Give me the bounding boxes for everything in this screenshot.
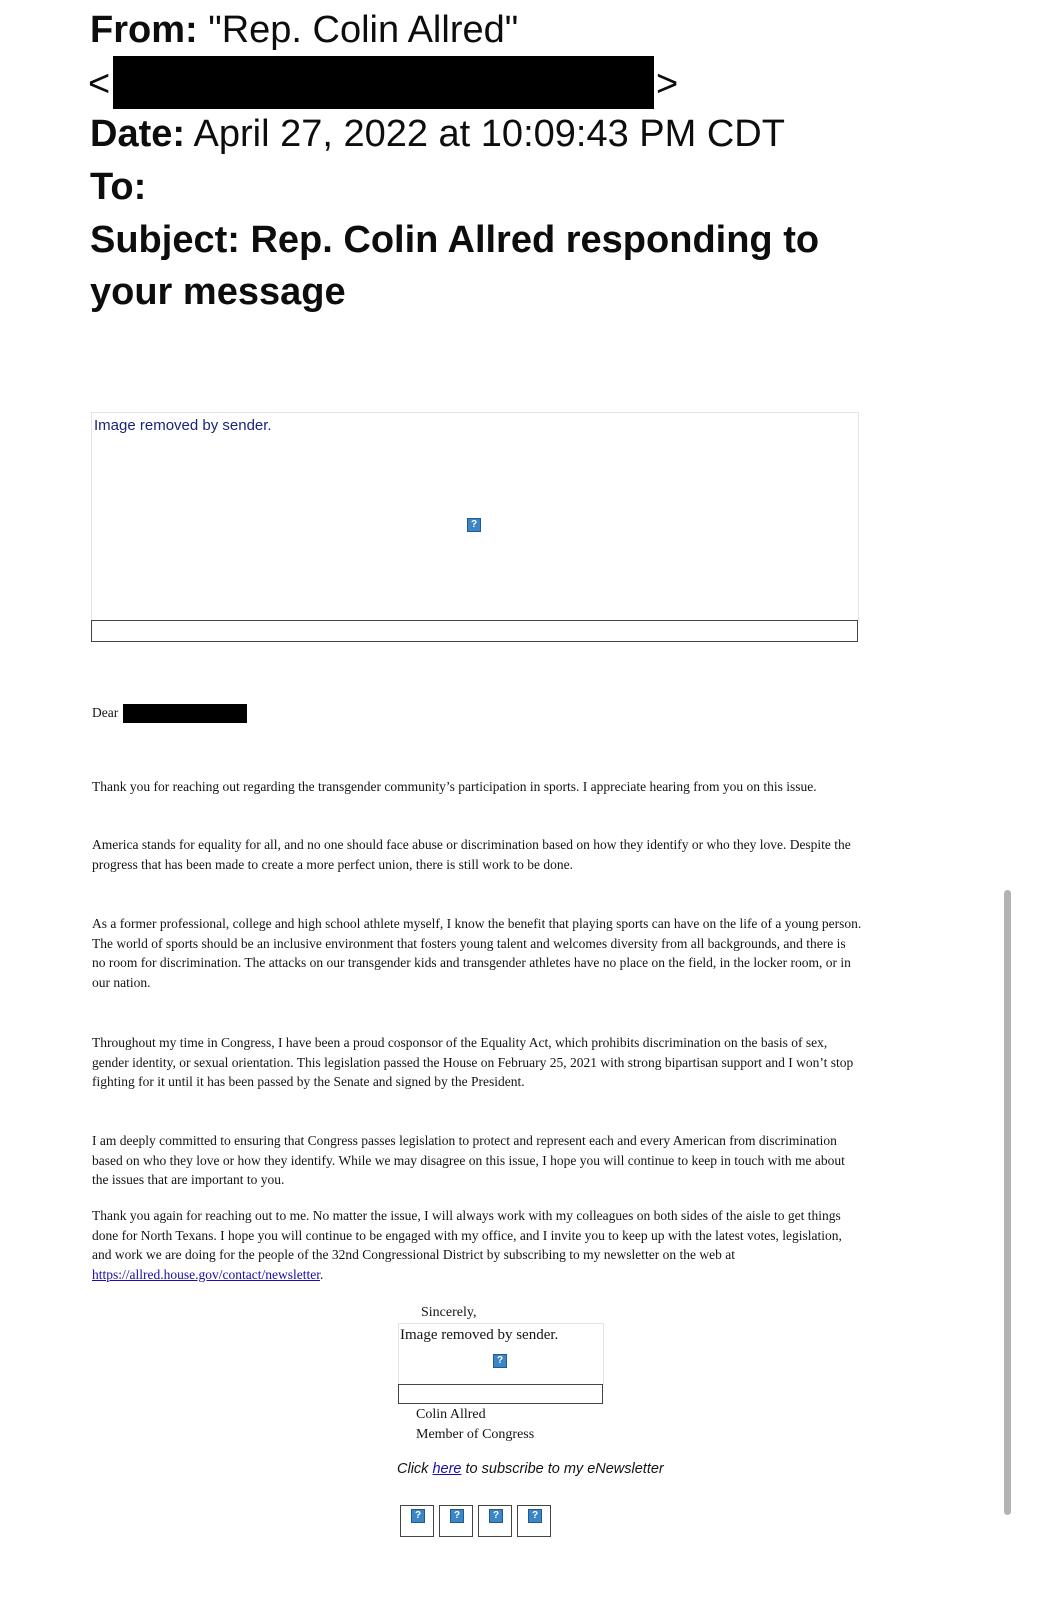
subject-line xyxy=(90,218,920,262)
subscribe-line xyxy=(397,1461,664,1477)
from-line xyxy=(90,8,920,52)
email-open-bracket: < xyxy=(88,63,111,105)
newsletter-link[interactable]: https://allred.house.gov/contact/newsletter xyxy=(92,1266,320,1282)
paragraph-1: Thank you for reaching out regarding the transgender community’s participation in sports. I appreciate hearing from you on this issue. xyxy=(92,779,817,794)
from-value: "Rep. Colin Allred" xyxy=(208,9,519,51)
social-icon-2[interactable]: ? xyxy=(450,1509,464,1523)
subject-label: Subject: xyxy=(90,219,240,261)
paragraph-6-period: . xyxy=(319,1266,324,1282)
subject-text-1: Rep. Colin Allred responding to xyxy=(250,219,820,261)
banner-image-placeholder xyxy=(91,412,859,621)
date-line xyxy=(90,112,920,156)
paragraph-3: As a former professional, college and high school athlete myself, I know the benefit that playing sports can have on the life of a young person. The world of sports should be an inclusive environment that fosters young talent and welcomes diversity from all backgrounds, and there is no room for discrimination. The attacks on our transgender kids and transgender athletes have no place on the field, in the locker room, or in our nation. xyxy=(92,916,862,990)
paragraph-4: Throughout my time in Congress, I have been a proud cosponsor of the Equality Act, which prohibits discrimination on the basis of sex, gender identity, or sexual orientation. This legislation passed the House on February 25, 2021 with strong bipartisan support and I won’t stop fighting for it until it has been passed by the Senate and signed by the President. xyxy=(92,1035,854,1089)
broken-image-icon: ? xyxy=(467,518,481,532)
signer-title: Member of Congress xyxy=(416,1427,535,1442)
paragraph-6 xyxy=(92,1206,862,1284)
social-icon-3[interactable]: ? xyxy=(489,1509,503,1523)
click-text: Click xyxy=(397,1461,429,1477)
subject-text-2: your message xyxy=(90,271,346,313)
closing: Sincerely, xyxy=(421,1305,477,1320)
signature-alt-text: Image removed by sender. xyxy=(400,1327,559,1343)
social-icon-1[interactable]: ? xyxy=(411,1509,425,1523)
subscribe-here-link[interactable]: here xyxy=(432,1461,462,1477)
subscribe-text: to subscribe to my eNewsletter xyxy=(465,1461,664,1477)
redacted-recipient-name xyxy=(123,704,247,723)
to-label: To: xyxy=(90,166,147,208)
email-close-bracket: > xyxy=(656,63,679,105)
date-label: Date: xyxy=(90,113,186,155)
salutation: Dear xyxy=(92,705,119,720)
banner-frame-bar xyxy=(91,620,858,642)
signer-name: Colin Allred xyxy=(416,1407,486,1422)
signature-broken-image-icon: ? xyxy=(493,1354,507,1368)
paragraph-6-text: Thank you again for reaching out to me. No matter the issue, I will always work with my colleagues on both sides of the aisle to get things done for North Texans. I hope you will continue to be engaged with my office, and I invite you to keep up with the latest votes, legislation, and work we are doing for the people of the 32nd Congressional District by subscribing to my newsletter on the web at xyxy=(92,1208,842,1262)
vertical-scrollbar[interactable] xyxy=(1004,890,1011,1515)
paragraph-2: America stands for equality for all, and no one should face abuse or discrimination based on how they identify or who they love. Despite the progress that has been made to create a more perfect union, there is still work to be done. xyxy=(92,837,851,872)
subject-line-2 xyxy=(90,270,920,314)
to-line xyxy=(90,165,920,209)
date-value: April 27, 2022 at 10:09:43 PM CDT xyxy=(193,113,785,155)
signature-frame-bar xyxy=(398,1384,603,1404)
social-icon-4[interactable]: ? xyxy=(528,1509,542,1523)
redacted-email xyxy=(113,56,654,109)
banner-alt-text: Image removed by sender. xyxy=(94,417,272,434)
from-label: From: xyxy=(90,9,198,51)
paragraph-5: I am deeply committed to ensuring that Congress passes legislation to protect and represent each and every American from discrimination based on who they love or how they identify. While we may disagree on this issue, I hope you will continue to keep in touch with me about the issues that are important to you. xyxy=(92,1133,845,1187)
